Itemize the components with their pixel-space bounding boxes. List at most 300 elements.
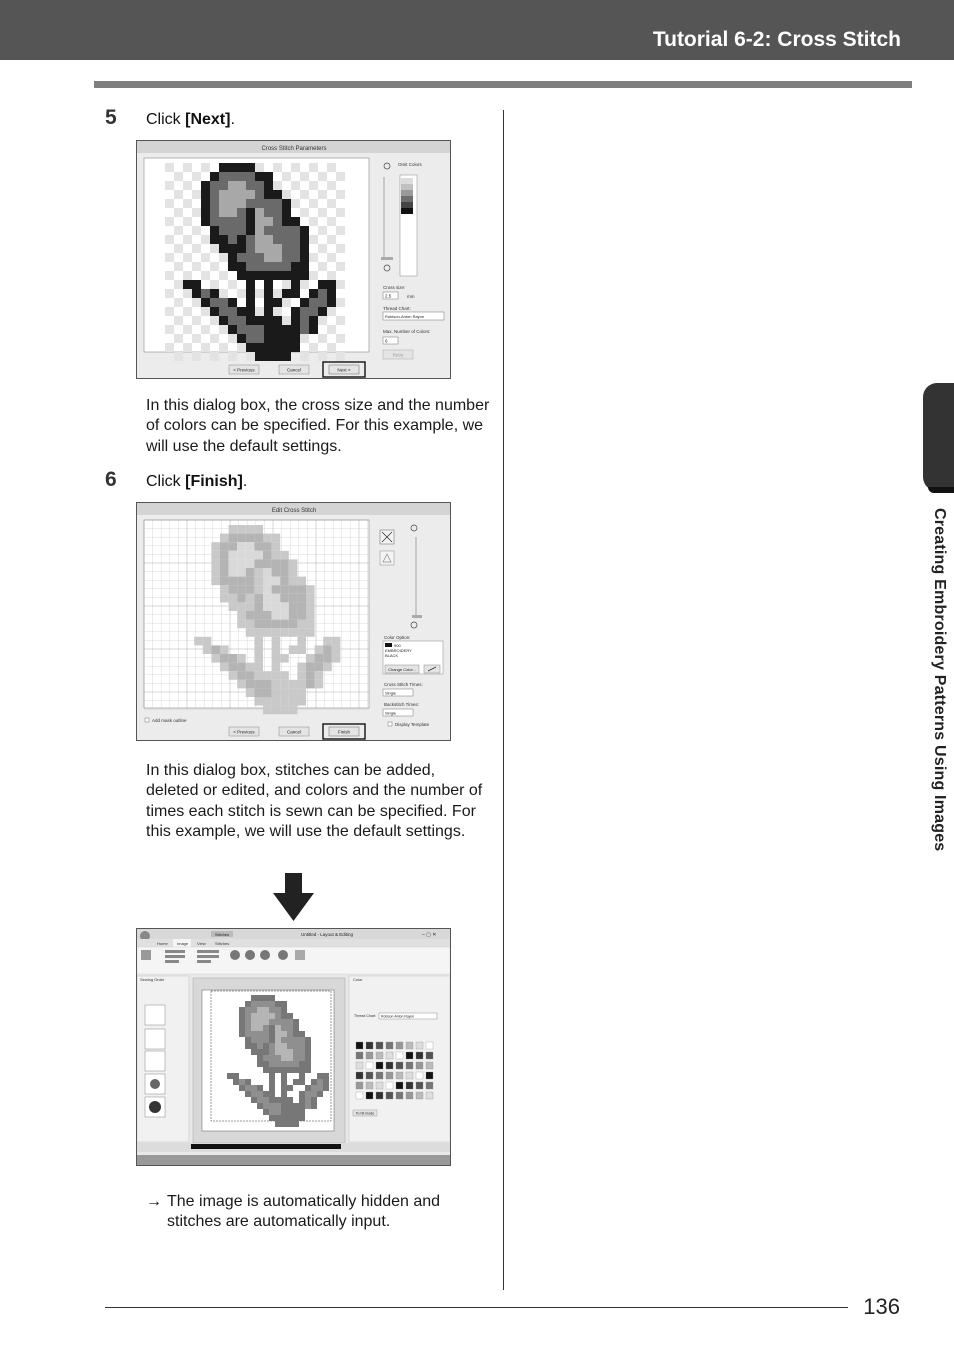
color-swatch (426, 1082, 433, 1089)
background-cell (336, 226, 345, 235)
stitch-cell (272, 534, 281, 543)
stitch-cell (251, 1019, 257, 1025)
stitch-cell (281, 1085, 287, 1091)
background-cell (255, 163, 264, 172)
stitch-cell (272, 585, 281, 594)
background-cell (291, 163, 300, 172)
stitch-cell (275, 1013, 281, 1019)
background-cell (219, 343, 228, 352)
background-cell (201, 307, 210, 316)
stitch-cell (254, 671, 263, 680)
previous-button-label: < Previous (233, 367, 255, 373)
color-swatch (406, 1092, 413, 1099)
stitch-cell (282, 226, 291, 235)
stitch-cell (255, 217, 264, 226)
stitch-cell (275, 1019, 281, 1025)
finish-button-label: Finish (337, 729, 351, 735)
stitch-cell (293, 1103, 299, 1109)
stitch-cell (229, 585, 238, 594)
stitch-cell (272, 568, 281, 577)
stitch-cell (293, 1037, 299, 1043)
stitch-cell (273, 271, 282, 280)
layout-editing-screenshot (136, 928, 451, 1166)
stitch-cell (287, 1025, 293, 1031)
stitch-cell (251, 1013, 257, 1019)
stitch-cell (263, 551, 272, 560)
stitch-cell (237, 244, 246, 253)
background-cell (192, 172, 201, 181)
stitch-cell (291, 307, 300, 316)
stitch-cell (275, 1025, 281, 1031)
stitch-cell (293, 1079, 299, 1085)
display-template-checkbox[interactable] (388, 722, 392, 726)
tab-image[interactable]: Image (177, 941, 189, 946)
stitch-cell (263, 602, 272, 611)
stitch-cell (229, 551, 238, 560)
background-cell (336, 334, 345, 343)
stitch-cell (263, 534, 272, 543)
stitch-cell (245, 1025, 251, 1031)
stitch-cell (263, 542, 272, 551)
cross-stitch-times-value: Single (385, 690, 397, 696)
result-description: The image is automatically hidden and stitches are automatically input. (167, 1193, 441, 1231)
stitch-cell (297, 594, 306, 603)
stitch-cell (269, 1019, 275, 1025)
stitch-cell (287, 1019, 293, 1025)
color-swatch (366, 1072, 373, 1079)
stitch-cell (297, 620, 306, 629)
background-cell (327, 199, 336, 208)
stitch-cell (246, 551, 255, 560)
background-cell (192, 316, 201, 325)
stitch-cell (287, 1061, 293, 1067)
tulip-preview (165, 163, 345, 361)
background-cell (165, 253, 174, 262)
background-cell (318, 352, 327, 361)
stitch-cell (269, 1049, 275, 1055)
stitch-cell (219, 244, 228, 253)
stitch-cell (219, 217, 228, 226)
stitch-cell (245, 1043, 251, 1049)
stitch-cell (327, 289, 336, 298)
color-swatch (396, 1052, 403, 1059)
stitch-cell (255, 172, 264, 181)
stitch-cell (254, 680, 263, 689)
stitch-cell (269, 1097, 275, 1103)
background-cell (327, 163, 336, 172)
background-cell (183, 307, 192, 316)
stitch-cell (246, 172, 255, 181)
step-6-prefix: Click (146, 473, 186, 490)
stitch-cell (229, 602, 238, 611)
stitch-cell (273, 226, 282, 235)
stitch-cell (306, 654, 315, 663)
stitch-cell (229, 671, 238, 680)
background-cell (318, 226, 327, 235)
stitch-cell (300, 262, 309, 271)
stitch-cell (219, 199, 228, 208)
background-cell (183, 343, 192, 352)
stitch-cell (264, 271, 273, 280)
stitch-cell (269, 1031, 275, 1037)
background-cell (165, 307, 174, 316)
stitch-cell (251, 1007, 257, 1013)
stitch-cell (297, 637, 306, 646)
stitch-cell (309, 307, 318, 316)
stitch-cell (287, 1043, 293, 1049)
stitch-cell (281, 1049, 287, 1055)
step-number-5: 5 (105, 106, 117, 129)
stitch-cell (287, 1115, 293, 1121)
stitch-cell (246, 620, 255, 629)
stitch-cell (297, 688, 306, 697)
stitch-cell (269, 1013, 275, 1019)
background-cell (165, 199, 174, 208)
stitch-cell (315, 680, 324, 689)
stitch-cell (275, 1007, 281, 1013)
stitch-cell (275, 1121, 281, 1127)
stitch-cell (291, 244, 300, 253)
stitch-cell (275, 1037, 281, 1043)
stitch-cell (291, 316, 300, 325)
background-cell (165, 235, 174, 244)
stitch-cell (291, 343, 300, 352)
stitch-cell (300, 325, 309, 334)
stitch-cell (273, 262, 282, 271)
stitch-cell (291, 334, 300, 343)
background-cell (219, 271, 228, 280)
background-cell (327, 217, 336, 226)
stitch-cell (269, 1109, 275, 1115)
background-cell (291, 181, 300, 190)
stitch-cell (210, 199, 219, 208)
background-cell (228, 352, 237, 361)
stitch-cell (280, 602, 289, 611)
stitch-cell (246, 253, 255, 262)
add-mask-outline-checkbox[interactable] (145, 718, 149, 722)
stitch-cell (273, 244, 282, 253)
color-swatch (376, 1042, 383, 1049)
background-cell (201, 343, 210, 352)
background-cell (327, 343, 336, 352)
background-cell (282, 298, 291, 307)
stitch-cell (306, 602, 315, 611)
previous-button-label: < Previous (233, 729, 255, 735)
sewing-order-item[interactable] (145, 1005, 165, 1025)
background-cell (318, 172, 327, 181)
stitch-cell (210, 226, 219, 235)
color-code: 900 (394, 643, 401, 648)
background-cell (336, 208, 345, 217)
tab-view[interactable]: View (197, 941, 206, 946)
background-cell (183, 217, 192, 226)
header-underline (94, 81, 912, 88)
stitch-cell (219, 163, 228, 172)
color-swatch (356, 1082, 363, 1089)
stitch-cell (263, 1025, 269, 1031)
backstitch-times-value: Single (385, 710, 397, 716)
sewing-order-item[interactable] (145, 1051, 165, 1071)
color-swatch (356, 1052, 363, 1059)
stitch-cell (264, 199, 273, 208)
stitch-cell (246, 316, 255, 325)
stitch-cell (275, 1103, 281, 1109)
stitch-cell (219, 235, 228, 244)
stitch-cell (311, 1085, 317, 1091)
background-cell (165, 343, 174, 352)
stitch-cell (257, 1049, 263, 1055)
stitch-cell (246, 199, 255, 208)
stitch-cell (245, 1079, 251, 1085)
stitch-cell (289, 602, 298, 611)
stitch-cell (245, 1013, 251, 1019)
stitch-cell (273, 253, 282, 262)
edit-cross-stitch-screenshot (136, 502, 451, 741)
stitch-cell (246, 271, 255, 280)
stitch-cell (281, 1115, 287, 1121)
background-cell (192, 298, 201, 307)
stitch-cell (273, 208, 282, 217)
stitch-cell (220, 542, 229, 551)
sewing-order-item[interactable] (145, 1029, 165, 1049)
stitch-cell (210, 307, 219, 316)
stitch-cell (272, 577, 281, 586)
stitch-cell (281, 1097, 287, 1103)
stitch-cell (275, 1055, 281, 1061)
stitch-cell (245, 1019, 251, 1025)
stitch-cell (257, 1001, 263, 1007)
background-cell (309, 217, 318, 226)
zoom-slider[interactable] (412, 615, 422, 618)
down-arrow-icon (273, 873, 314, 921)
stitch-cell (264, 208, 273, 217)
cross-stitch-parameters-screenshot (136, 140, 451, 379)
stitch-cell (255, 343, 264, 352)
stitch-cell (291, 325, 300, 334)
chapter-tab-shadow (928, 487, 954, 493)
background-cell (336, 298, 345, 307)
stitch-cell (293, 1109, 299, 1115)
background-cell (318, 208, 327, 217)
stitch-cell (323, 637, 332, 646)
stitch-cell (305, 1103, 311, 1109)
window-controls[interactable]: – ▢ ✕ (422, 932, 437, 938)
color-swatch (376, 1072, 383, 1079)
stitch-cell (299, 1031, 305, 1037)
stitch-cell (246, 325, 255, 334)
stitch-cell (280, 551, 289, 560)
stitch-cell (275, 1001, 281, 1007)
stitch-cell (257, 1031, 263, 1037)
stitch-cell (254, 594, 263, 603)
stitch-cell (291, 262, 300, 271)
stitch-cell (323, 645, 332, 654)
stitch-cell (269, 1103, 275, 1109)
stitch-cell (291, 271, 300, 280)
stitch-cell (280, 680, 289, 689)
stitch-cell (192, 289, 201, 298)
zoom-slider[interactable] (381, 257, 393, 260)
background-cell (336, 172, 345, 181)
stitch-cell (264, 181, 273, 190)
background-cell (228, 334, 237, 343)
stitch-cell (305, 1067, 311, 1073)
stitch-cell (306, 628, 315, 637)
background-cell (282, 280, 291, 289)
stitch-cell (229, 594, 238, 603)
background-cell (174, 262, 183, 271)
stitch-cell (255, 208, 264, 217)
horizontal-scrollbar[interactable] (191, 1144, 341, 1149)
stitch-cell (246, 568, 255, 577)
stitch-cell (293, 1025, 299, 1031)
stitch-cell (264, 316, 273, 325)
stitch-cell (245, 1037, 251, 1043)
background-cell (255, 289, 264, 298)
color-option-label: Color Option: (384, 635, 411, 640)
tab-stitches[interactable]: Stitches (215, 941, 230, 946)
stitch-cell (264, 235, 273, 244)
background-cell (183, 325, 192, 334)
stitch-cell (257, 1025, 263, 1031)
layout-editing-window (137, 929, 450, 1165)
background-cell (318, 190, 327, 199)
stitch-cell (275, 1049, 281, 1055)
dialog-title: Cross Stitch Parameters (261, 146, 327, 152)
stitch-cell (272, 602, 281, 611)
stitch-cell (219, 172, 228, 181)
stitch-cell (233, 1079, 239, 1085)
stitch-cell (246, 334, 255, 343)
stitch-cell (210, 289, 219, 298)
stitch-cell (255, 190, 264, 199)
stitch-cell (228, 262, 237, 271)
background-cell (255, 307, 264, 316)
stitch-cell (237, 334, 246, 343)
background-cell (174, 172, 183, 181)
stitch-cell (275, 1097, 281, 1103)
color-swatch (396, 1092, 403, 1099)
stitch-cell (255, 253, 264, 262)
stitch-cell (257, 1007, 263, 1013)
color-swatch (426, 1072, 433, 1079)
stitch-cell (323, 1073, 329, 1079)
stitch-cell (263, 628, 272, 637)
stitch-cell (289, 568, 298, 577)
backstitch-times-label: Backstitch Times: (384, 702, 420, 707)
stitch-cell (257, 1019, 263, 1025)
background-cell (165, 271, 174, 280)
stitch-cell (264, 352, 273, 361)
background-cell (201, 235, 210, 244)
stitch-cell (272, 620, 281, 629)
stitch-cell (273, 298, 282, 307)
step-5-bold: [Next] (185, 111, 231, 128)
stitch-cell (311, 1097, 317, 1103)
stitch-cell (282, 271, 291, 280)
stitch-cell (229, 577, 238, 586)
background-cell (183, 199, 192, 208)
stitch-cell (228, 208, 237, 217)
color-swatch (426, 1092, 433, 1099)
background-cell (309, 271, 318, 280)
stitch-cell (251, 1091, 257, 1097)
stitch-cell (210, 172, 219, 181)
stitch-cell (281, 1001, 287, 1007)
tab-home[interactable]: Home (157, 941, 168, 946)
stitch-cell (263, 1013, 269, 1019)
stitch-cell (246, 343, 255, 352)
stitch-cell (291, 217, 300, 226)
stitch-cell (272, 697, 281, 706)
stitch-cell (201, 217, 210, 226)
stitch-cell (264, 289, 273, 298)
stitch-cell (257, 1103, 263, 1109)
stitch-cell (293, 1043, 299, 1049)
stitch-cell (315, 645, 324, 654)
stitch-cell (272, 551, 281, 560)
stitch-cell (264, 217, 273, 226)
stitch-cell (257, 1055, 263, 1061)
stitch-cell (272, 688, 281, 697)
stitch-cell (210, 235, 219, 244)
stitch-cell (229, 559, 238, 568)
stitch-cell (246, 181, 255, 190)
stitch-cell (246, 542, 255, 551)
eraser-tool-icon[interactable] (380, 551, 394, 565)
footer-line (105, 1307, 848, 1308)
color-swatch (376, 1082, 383, 1089)
step-6-description: In this dialog box, stitches can be added, deleted or edited, and colors and the number of times each stitch is sewn can be specified. For this example, we will use the default settings. (146, 762, 483, 840)
stitch-cell (237, 226, 246, 235)
max-colors-label: Max. Number of Colors: (383, 329, 431, 334)
stitch-cell (210, 208, 219, 217)
stitch-cell (219, 298, 228, 307)
background-cell (309, 253, 318, 262)
stitch-cell (263, 1097, 269, 1103)
stitch-cell (263, 1007, 269, 1013)
stitch-cell (246, 208, 255, 217)
chapter-label: Creating Embroidery Patterns Using Images (931, 508, 948, 852)
thread-chart-label: Thread Chart: (383, 306, 411, 311)
background-cell (327, 253, 336, 262)
stitch-cell (305, 1061, 311, 1067)
stitch-cell (264, 244, 273, 253)
stitch-cell (263, 680, 272, 689)
background-cell (174, 226, 183, 235)
stitch-cell (272, 654, 281, 663)
cross-size-label: Cross size: (383, 285, 406, 290)
stitch-cell (229, 568, 238, 577)
background-cell (237, 289, 246, 298)
background-cell (336, 244, 345, 253)
status-bar (137, 1155, 450, 1165)
stitch-cell (280, 628, 289, 637)
stitch-cell (239, 1085, 245, 1091)
stitch-cell (272, 671, 281, 680)
color-swatch (426, 1052, 433, 1059)
stitch-cell (263, 1103, 269, 1109)
stitch-cell (237, 611, 246, 620)
stitch-cell (311, 1091, 317, 1097)
stitch-cell (281, 1121, 287, 1127)
stitch-cell (297, 645, 306, 654)
stitch-cell (237, 190, 246, 199)
stitch-cell (281, 1109, 287, 1115)
stitch-cell (269, 1025, 275, 1031)
color-name-1: EMBROIDERY (385, 648, 412, 653)
background-cell (309, 343, 318, 352)
